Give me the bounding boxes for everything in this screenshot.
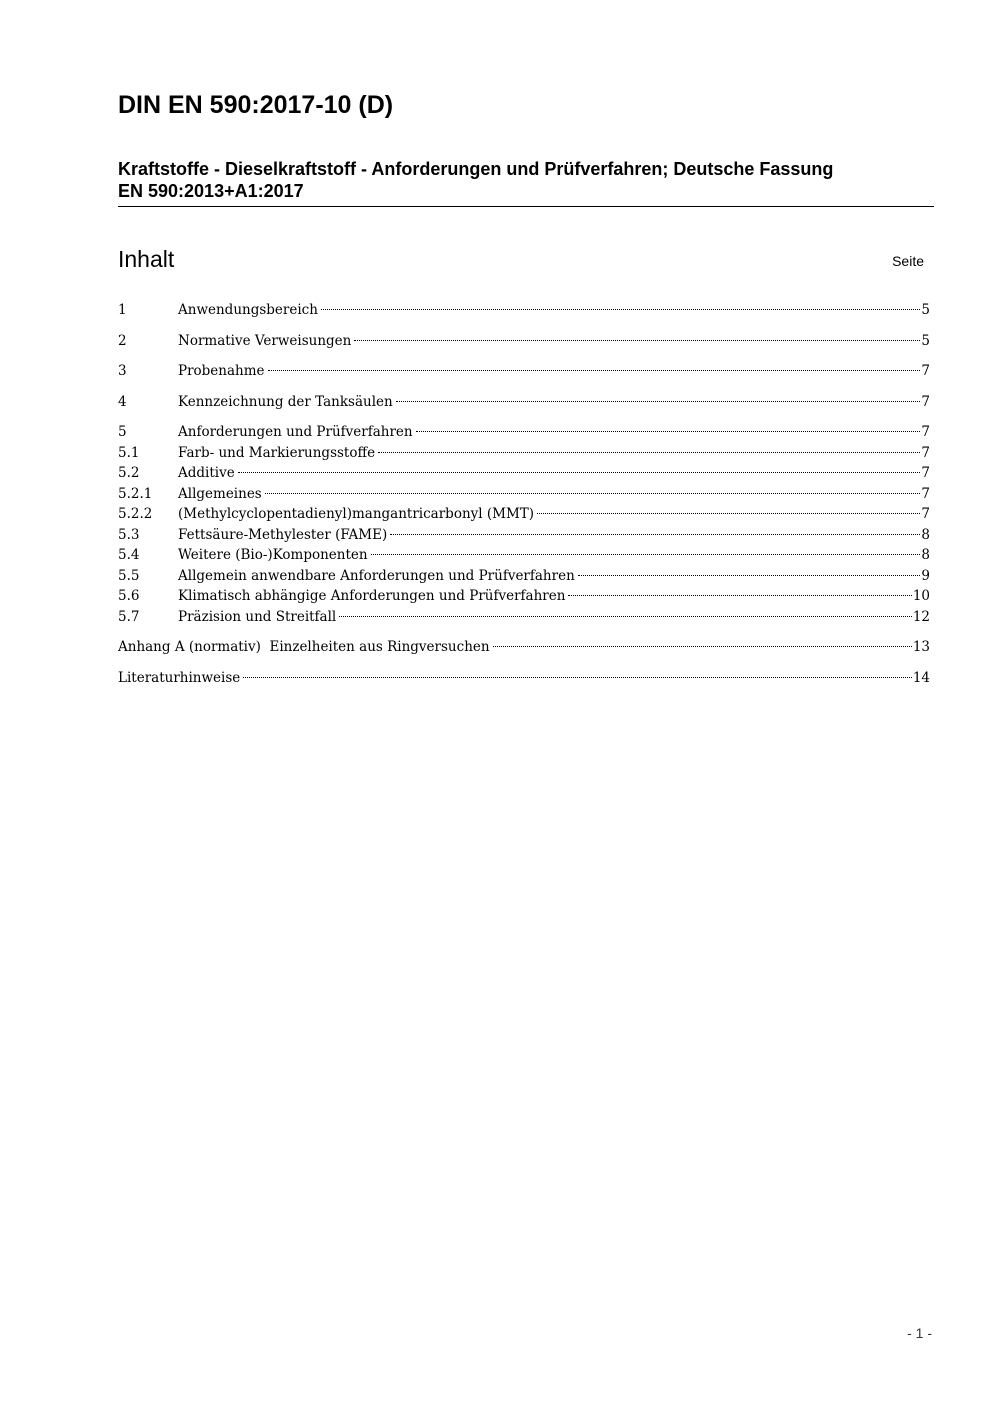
toc-entry-number: 4 <box>118 393 127 410</box>
toc-dot-leader <box>578 575 921 576</box>
document-id: DIN EN 590:2017-10 (D) <box>118 91 394 119</box>
toc-dot-leader <box>354 340 920 341</box>
toc-dot-leader <box>416 431 921 432</box>
toc-entry-page: 8 <box>921 547 930 563</box>
toc-entry[interactable] <box>118 525 930 546</box>
toc-entry-page: 13 <box>912 639 930 655</box>
toc-entry-title[interactable]: Allgemeines <box>178 485 262 502</box>
toc-entry-page: 7 <box>921 444 930 461</box>
toc-entry-title[interactable]: Kennzeichnung der Tanksäulen <box>178 393 393 410</box>
toc-entry-title[interactable]: Anwendungsbereich <box>178 302 318 318</box>
toc-entry-page: 5 <box>921 302 930 318</box>
toc-dot-leader <box>371 554 921 555</box>
toc-dot-leader <box>339 616 912 617</box>
toc-entry-title[interactable]: Anhang A (normativ) Einzelheiten aus Ringversuchen <box>118 639 490 655</box>
toc-entry-page: 7 <box>921 465 930 481</box>
toc-entry-number: 5.1 <box>118 444 140 461</box>
toc-entry-bibliography[interactable] <box>118 668 930 689</box>
toc-entry[interactable] <box>118 361 930 382</box>
toc-entry-number: 5.2 <box>118 465 140 481</box>
toc-entry[interactable] <box>118 331 930 352</box>
toc-entry-page: 7 <box>921 363 930 379</box>
toc-entry-page: 10 <box>912 588 930 604</box>
toc-entry[interactable] <box>118 422 930 443</box>
toc-entry-number: 5.4 <box>118 547 140 563</box>
toc-entry-number: 5.7 <box>118 608 140 625</box>
toc-entry[interactable] <box>118 300 930 321</box>
toc-dot-leader <box>568 595 911 596</box>
toc-dot-leader <box>268 370 921 371</box>
document-title-line-1: Kraftstoffe - Dieselkraftstoff - Anforderungen und Prüfverfahren; Deutsche Fassung <box>118 159 834 179</box>
toc-entry[interactable] <box>118 484 930 505</box>
document-title <box>118 158 934 202</box>
toc-entry-title[interactable]: Präzision und Streitfall <box>178 608 337 625</box>
toc-entry-title[interactable]: Anforderungen und Prüfverfahren <box>178 424 413 440</box>
toc-entry-page: 14 <box>912 669 930 686</box>
toc-entry[interactable] <box>118 443 930 464</box>
toc-dot-leader <box>390 534 920 535</box>
toc-entry[interactable] <box>118 566 930 587</box>
table-of-contents <box>118 300 930 688</box>
toc-entry-page: 5 <box>921 332 930 349</box>
toc-entry-title[interactable]: Allgemein anwendbare Anforderungen und Prüfverfahren <box>178 567 575 584</box>
document-title-line-2: EN 590:2013+A1:2017 <box>118 181 304 201</box>
toc-entry-number: 5.6 <box>118 588 140 604</box>
toc-entry-page: 12 <box>912 608 930 625</box>
toc-entry[interactable] <box>118 586 930 607</box>
toc-dot-leader <box>537 513 920 514</box>
toc-entry[interactable] <box>118 504 930 525</box>
toc-entry-title[interactable]: (Methylcyclopentadienyl)mangantricarbonyl (MMT) <box>178 506 535 522</box>
toc-entry-number: 5.2.2 <box>118 506 153 522</box>
toc-entry-number: 5.5 <box>118 567 140 584</box>
toc-entry-title[interactable]: Probenahme <box>178 363 265 379</box>
toc-entry-number: 5.3 <box>118 526 140 543</box>
toc-entry-page: 8 <box>921 526 930 543</box>
toc-entry-title[interactable]: Literaturhinweise <box>118 669 241 686</box>
toc-entry-title[interactable]: Fettsäure-Methylester (FAME) <box>178 526 388 543</box>
toc-dot-leader <box>321 309 920 310</box>
toc-entry[interactable] <box>118 463 930 484</box>
toc-entry-title[interactable]: Klimatisch abhängige Anforderungen und Prüfverfahren <box>178 588 566 604</box>
toc-heading: Inhalt <box>118 246 175 272</box>
page-number: - 1 - <box>907 1325 932 1341</box>
toc-dot-leader <box>378 452 920 453</box>
toc-dot-leader <box>493 646 912 647</box>
title-divider <box>118 206 934 207</box>
toc-entry-number: 3 <box>118 363 127 379</box>
toc-entry-page: 7 <box>921 393 930 410</box>
toc-entry-number: 2 <box>118 332 127 349</box>
toc-entry[interactable] <box>118 607 930 628</box>
toc-entry-annex[interactable] <box>118 637 930 658</box>
toc-entry-title[interactable]: Weitere (Bio-)Komponenten <box>178 547 368 563</box>
toc-entry-page: 7 <box>921 424 930 440</box>
toc-entry-title[interactable]: Additive <box>178 465 235 481</box>
toc-entry-number: 5.2.1 <box>118 485 153 502</box>
toc-dot-leader <box>396 401 921 402</box>
toc-entry-title[interactable]: Farb- und Markierungsstoffe <box>178 444 376 461</box>
toc-entry-title[interactable]: Normative Verweisungen <box>178 332 352 349</box>
toc-entry-page: 7 <box>921 506 930 522</box>
toc-dot-leader <box>238 472 921 473</box>
toc-entry[interactable] <box>118 545 930 566</box>
toc-dot-leader <box>243 677 912 678</box>
toc-dot-leader <box>265 493 921 494</box>
toc-page-column-label: Seite <box>892 253 924 269</box>
toc-entry[interactable] <box>118 392 930 413</box>
toc-entry-page: 9 <box>921 567 930 584</box>
toc-entry-page: 7 <box>921 485 930 502</box>
toc-entry-number: 5 <box>118 424 127 440</box>
toc-entry-number: 1 <box>118 302 127 318</box>
